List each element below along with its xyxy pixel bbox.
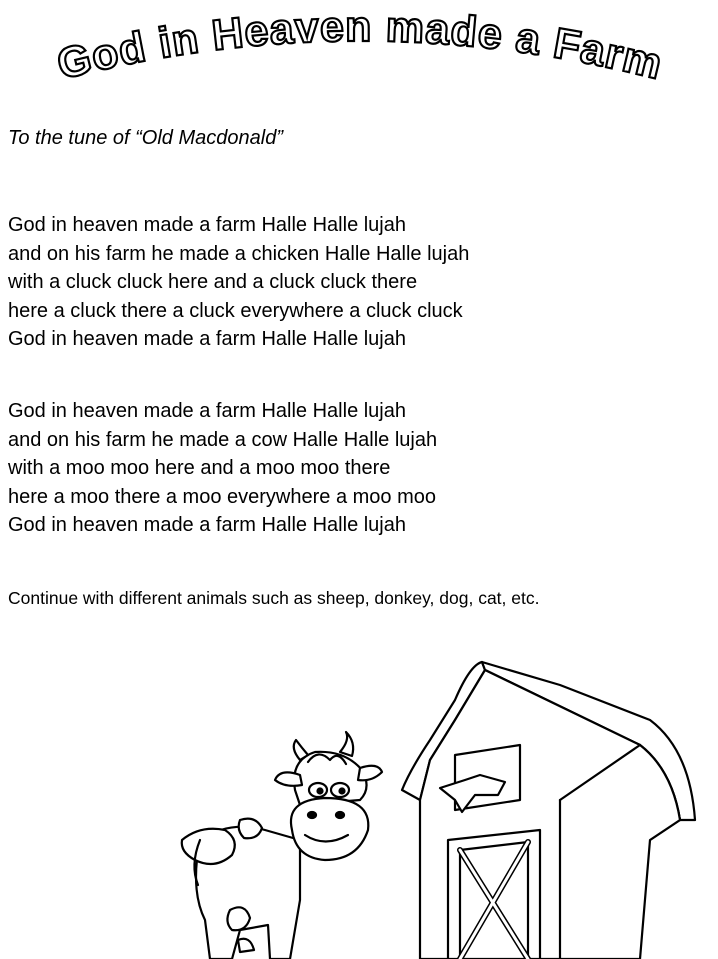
verse-line: with a cluck cluck here and a cluck cluck there: [8, 271, 418, 294]
verse-2: [8, 397, 437, 540]
verse-line: God in heaven made a farm Halle Halle lujah: [8, 400, 406, 422]
verse-line: here a cluck there a cluck everywhere a cluck cluck: [8, 299, 463, 322]
page-title-text: God in Heaven made a Farm: [52, 2, 668, 90]
verse-line: here a moo there a moo everywhere a moo moo: [8, 485, 436, 508]
subtitle: To the tune of “Old Macdonald”: [8, 127, 283, 149]
page-title: [0, 0, 718, 110]
verse-line: and on his farm he made a cow Halle Halle lujah: [8, 428, 438, 451]
farm-illustration: [0, 640, 718, 959]
verse-line: God in heaven made a farm Halle Halle lujah: [8, 214, 406, 236]
verse-1: [8, 211, 469, 354]
barn-icon: [402, 662, 695, 959]
verse-line: with a moo moo here and a moo moo there: [8, 457, 391, 480]
verse-line: God in heaven made a farm Halle Halle lujah: [8, 328, 406, 351]
svg-text:God in Heaven made a Farm: [53, 3, 668, 89]
verse-line: and on his farm he made a chicken Halle Halle lujah: [8, 242, 470, 265]
cow-icon: [182, 732, 382, 959]
instruction-note: Continue with different animals such as sheep, donkey, dog, cat, etc.: [8, 588, 540, 608]
verse-line: God in heaven made a farm Halle Halle lujah: [8, 514, 406, 537]
